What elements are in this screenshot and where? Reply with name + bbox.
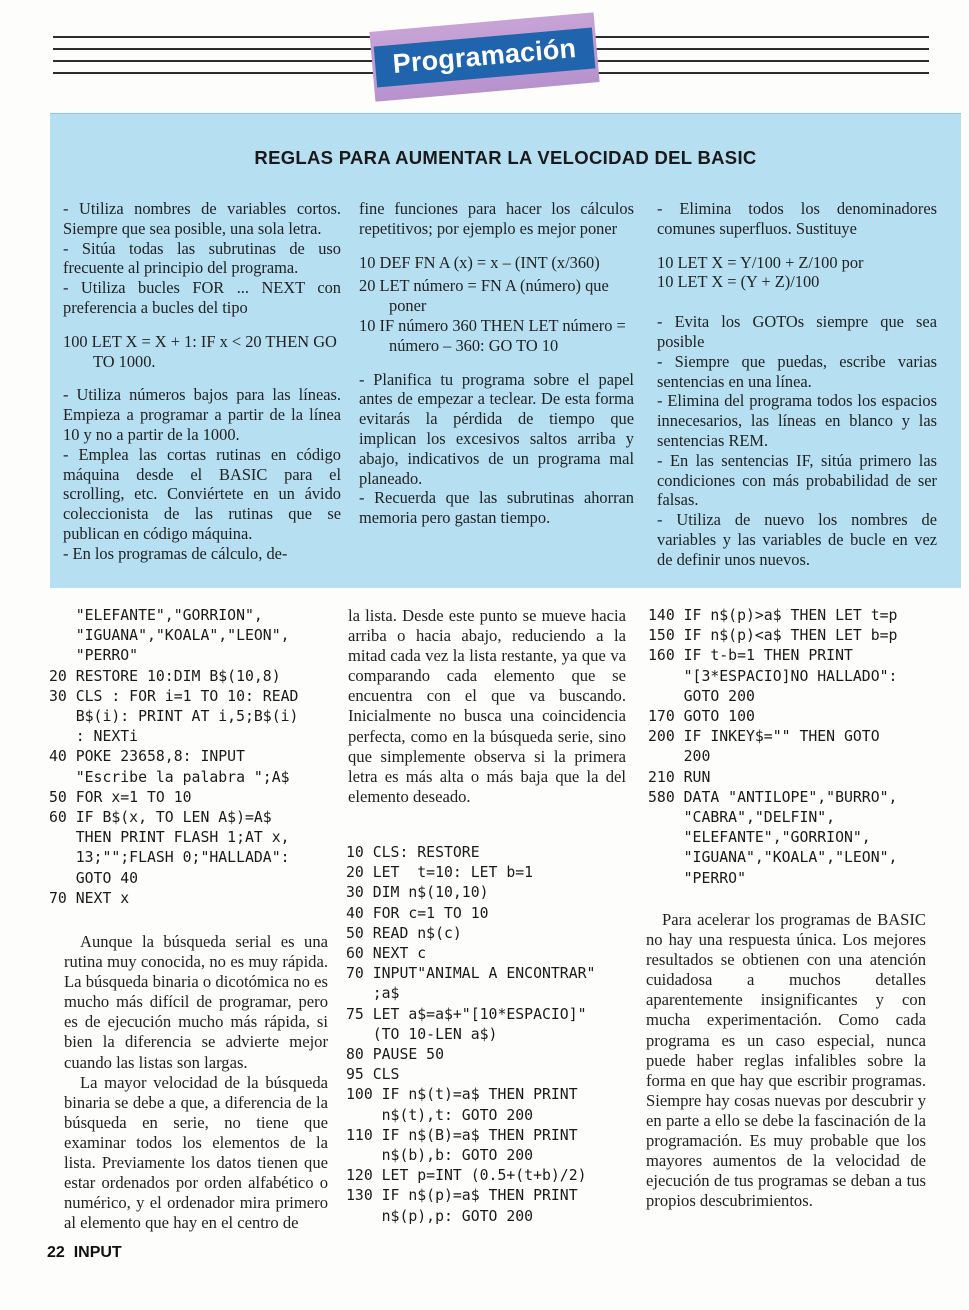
- rule-paragraph: - Sitúa todas las subrutinas de uso frecuente al principio del programa.: [63, 238, 341, 278]
- article-paragraph: Aunque la búsqueda serial es una rutina muy conocida, no es muy rápida. La búsqueda binaria o dicotómica no es mucho más difícil de programar, pero es de ejecución mucho más rápida, si bien la diferencia se advierte mejor cuando las listas son largas.: [64, 932, 328, 1072]
- rule-code-example: 10 LET X = (Y + Z)/100: [657, 272, 820, 292]
- rule-code-example: 10 LET X = Y/100 + Z/100 por: [657, 252, 864, 272]
- rule-paragraph: - Planifica tu programa sobre el papel antes de empezar a teclear. De esta forma evitarás la pérdida de tiempo que implican los excesivos saltos arriba y abajo, indicativos de un programa mal planeado.: [359, 369, 634, 488]
- rule-code-example: 20 LET número = FN A (número) que poner: [359, 276, 609, 316]
- rule-code-example: 10 DEF FN A (x) = x – (INT (x/360): [359, 252, 600, 272]
- page-number: 22: [47, 1244, 65, 1261]
- rules-col-2: [359, 199, 634, 528]
- article-col-2: [348, 606, 626, 807]
- rule-code-example: 100 LET X = X + 1: IF x < 20 THEN GO TO 1000.: [63, 331, 337, 371]
- rule-paragraph: - Elimina todos los denominadores comunes superfluos. Sustituye: [657, 199, 937, 238]
- rule-paragraph: - Utiliza bucles FOR ... NEXT con preferencia a bucles del tipo: [63, 278, 341, 317]
- rule-paragraph: - En las sentencias IF, sitúa primero las condiciones con más probabilidad de ser falsas.: [657, 450, 937, 510]
- rules-col-3: [657, 199, 937, 570]
- rule-paragraph: - Utiliza de nuevo los nombres de variables y las variables de bucle en vez de definir unos nuevos.: [657, 510, 937, 569]
- rule-code-example: 10 IF número 360 THEN LET número = número – 360: GO TO 10: [359, 315, 626, 355]
- rule-paragraph: - Emplea las cortas rutinas en código máquina desde el BASIC para el scrolling, etc. Conviértete en un ávido coleccionista de las rutinas que se publican en código máquina.: [63, 444, 341, 543]
- article-paragraph: la lista. Desde este punto se mueve hacia arriba o hacia abajo, reduciendo a la mitad cada vez la lista restante, ya que va comparando cada elemento que se encuentra con el que va buscando. Inicialmente no busca una coincidencia perfecta, como en la búsqueda serie, sino que simplemente observa si la primera letra es más alta o más baja que la del elemento deseado.: [348, 606, 626, 806]
- rule-paragraph: fine funciones para hacer los cálculos repetitivos; por ejemplo es mejor poner: [359, 199, 634, 238]
- section-tag: [369, 12, 599, 101]
- rule-paragraph: - Siempre que puedas, escribe varias sentencias en una línea.: [657, 351, 937, 391]
- rule-paragraph: - Evita los GOTOs siempre que sea posible: [657, 312, 937, 351]
- code-listing-binary-search-cont: 140 IF n$(p)>a$ THEN LET t=p 150 IF n$(p)<a$ THEN LET b=p 160 IF t-b=1 THEN PRINT "[3*ESPACIO]NO HALLADO": GOTO 200 170 GOTO 100 200 IF INKEY$="" THEN GOTO 200 210 RUN 580 DATA "ANTILOPE","BURRO", "CABRA","DELFIN", "ELEFANTE","GORRION", "IGUANA","KOALA","LEON", "PERRO": [648, 607, 898, 887]
- article-col-1: [64, 932, 328, 1233]
- rule-paragraph: - Utiliza nombres de variables cortos. Siempre que sea posible, una sola letra.: [63, 199, 341, 238]
- rules-col-1: [63, 199, 341, 564]
- magazine-name: INPUT: [73, 1244, 122, 1261]
- rule-paragraph: - En los programas de cálculo, de-: [63, 543, 288, 563]
- page-footer: [47, 1244, 122, 1262]
- rule-paragraph: - Utiliza números bajos para las líneas. Empieza a programar a partir de la línea 10 y no a partir de la 1000.: [63, 385, 341, 444]
- code-listing-binary-search: 10 CLS: RESTORE 20 LET t=10: LET b=1 30 DIM n$(10,10) 40 FOR c=1 TO 10 50 READ n$(c) 60 NEXT c 70 INPUT"ANIMAL A ENCONTRAR" ;a$ 75 LET a$=a$+"[10*ESPACIO]" (TO 10-LEN a$) 80 PAUSE 50 95 CLS 100 IF n$(t)=a$ THEN PRINT n$(t),t: GOTO 200 110 IF n$(B)=a$ THEN PRINT n$(b),b: GOTO 200 120 LET p=INT (0.5+(t+b)/2) 130 IF n$(p)=a$ THEN PRINT n$(p),p: GOTO 200: [346, 844, 596, 1225]
- article-paragraph: La mayor velocidad de la búsqueda binaria se debe a que, a diferencia de la búsqueda en serie, no tiene que examinar todos los elementos de la lista. Previamente los datos tienen que estar ordenados por orden alfabético o numérico, y el ordenador mira primero al elemento que hay en el centro de: [64, 1072, 328, 1233]
- rules-box-title: REGLAS PARA AUMENTAR LA VELOCIDAD DEL BASIC: [254, 147, 757, 168]
- section-label: Programación: [373, 27, 596, 87]
- rule-paragraph: - Recuerda que las subrutinas ahorran memoria pero gastan tiempo.: [359, 488, 634, 528]
- rules-box: [50, 113, 961, 588]
- article-col-3: [646, 910, 926, 1211]
- code-listing-serial-search: "ELEFANTE","GORRION", "IGUANA","KOALA","LEON", "PERRO" 20 RESTORE 10:DIM B$(10,8) 30 CLS : FOR i=1 TO 10: READ B$(i): PRINT AT i,5;B$(i) : NEXTi 40 POKE 23658,8: INPUT "Escribe la palabra ";A$ 50 FOR x=1 TO 10 60 IF B$(x, TO LEN A$)=A$ THEN PRINT FLASH 1;AT x, 13;"";FLASH 0;"HALLADA": GOTO 40 70 NEXT x: [49, 607, 299, 907]
- rule-paragraph: - Elimina del programa todos los espacios innecesarios, las líneas en blanco y las sentencias REM.: [657, 391, 937, 450]
- article-paragraph: Para acelerar los programas de BASIC no hay una respuesta única. Los mejores resultados se obtienen con una atención cuidadosa a muchos detalles aparentemente insignificantes y con mucha experimentación. Como cada programa es un caso especial, nunca puede haber reglas infalibles sobre la forma en que hay que escribir programas. Siempre hay cosas nuevas por descubrir y en parte a ello se debe la fascinación de la programación. Es muy probable que los mayores aumentos de la velocidad de ejecución de tus programas se deban a tus propios descubrimientos.: [646, 910, 926, 1211]
